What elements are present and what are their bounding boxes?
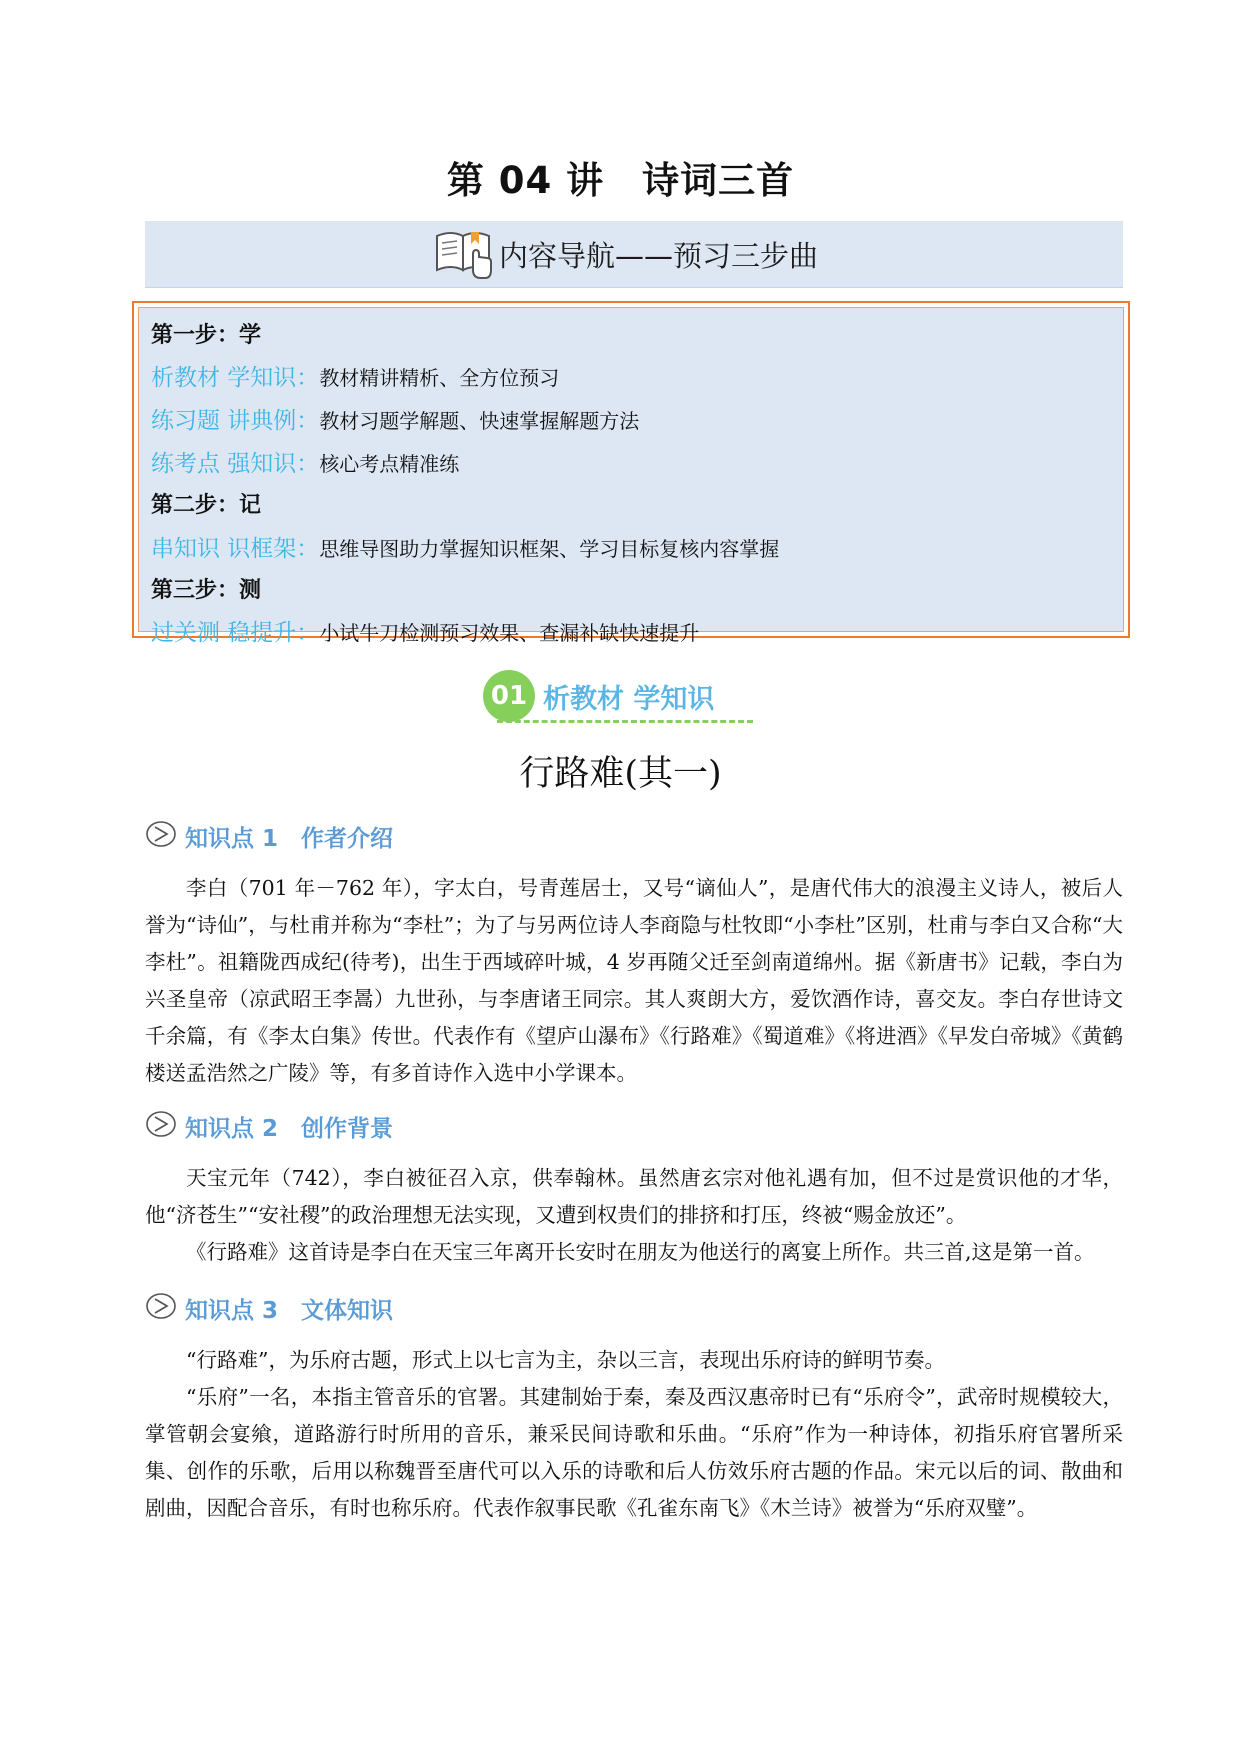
step-heading: 第三步：测 [151, 578, 262, 603]
step-heading: 第一步：学 [151, 323, 262, 348]
kp-label: 知识点 2 创作背景 [185, 1115, 394, 1142]
knowledge-point-2 [145, 1106, 393, 1146]
step-item: 过关测 稳提升：小试牛刀检测预习效果、查漏补缺快速提升 [151, 620, 700, 646]
step-item: 练考点 强知识：核心考点精准练 [151, 451, 460, 477]
kp-label: 知识点 1 作者介绍 [185, 825, 394, 852]
step-heading: 第二步：记 [151, 493, 262, 518]
section-label: 析教材 学知识 [543, 683, 715, 715]
section-number: 01 [483, 670, 535, 722]
author-intro-paragraph: 李白（701 年－762 年），字太白，号青莲居士，又号“谪仙人”，是唐代伟大的浪漫主义诗人，被后人誉为“诗仙”，与杜甫并称为“李杜”；为了与另两位诗人李商隐与杜牧即“小李杜”区别，杜甫与李白又合称“大李杜”。祖籍陇西成纪(待考)，出生于西域碎叶城，4 岁再随父迁至剑南道绵州。据《新唐书》记载，李白为兴圣皇帝（凉武昭王李暠）九世孙，与李唐诸王同宗。其人爽朗大方，爱饮酒作诗，喜交友。李白存世诗文千余篇，有《李太白集》传世。代表作有《望庐山瀑布》《行路难》《蜀道难》《将进酒》《早发白帝城》《黄鹤楼送孟浩然之广陵》等，有多首诗作入选中小学课本。 [145, 876, 1123, 1085]
content-nav-banner [145, 221, 1123, 288]
kp-label: 知识点 3 文体知识 [185, 1297, 394, 1324]
step-item: 串知识 识框架：思维导图助力掌握知识框架、学习目标复核内容掌握 [151, 536, 780, 562]
lesson-title: 第 04 讲 诗词三首 [446, 159, 795, 202]
knowledge-point-3 [145, 1288, 393, 1328]
step-item: 练习题 讲典例：教材习题学解题、快速掌握解题方法 [151, 408, 640, 434]
section-divider [497, 720, 753, 723]
knowledge-point-1 [145, 816, 393, 856]
genre-paragraph-2: “乐府”一名，本指主管音乐的官署。其建制始于秦，秦及西汉惠帝时已有“乐府令”，武帝时规模较大，掌管朝会宴飨，道路游行时所用的音乐，兼采民间诗歌和乐曲。“乐府”作为一种诗体，初指乐府官署所采集、创作的乐歌，后用以称魏晋至唐代可以入乐的诗歌和后人仿效乐府古题的作品。宋元以后的词、散曲和剧曲，因配合音乐，有时也称乐府。代表作叙事民歌《孔雀东南飞》《木兰诗》被誉为“乐府双璧”。 [145, 1385, 1123, 1520]
genre-paragraph-1: “行路难”，为乐府古题，形式上以七言为主，杂以三言，表现出乐府诗的鲜明节奏。 [186, 1348, 945, 1372]
steps-box [132, 301, 1130, 646]
poem-title: 行路难(其一) [519, 754, 722, 794]
step-item: 析教材 学知识：教材精讲精析、全方位预习 [151, 365, 560, 391]
background-paragraph-2: 《行路难》这首诗是李白在天宝三年离开长安时在朋友为他送行的离宴上所作。共三首,这是第一首。 [186, 1240, 1095, 1264]
nav-label: 内容导航——预习三步曲 [499, 238, 819, 273]
arrow-circle-icon [145, 1291, 179, 1325]
book-pointer-icon [433, 224, 495, 284]
arrow-circle-icon [145, 1109, 179, 1143]
section-badge [483, 670, 714, 722]
arrow-circle-icon [145, 819, 179, 853]
background-paragraph-1: 天宝元年（742），李白被征召入京，供奉翰林。虽然唐玄宗对他礼遇有加，但不过是赏识他的才华，他“济苍生”“安社稷”的政治理想无法实现，又遭到权贵们的排挤和打压，终被“赐金放还”。 [145, 1166, 1123, 1227]
